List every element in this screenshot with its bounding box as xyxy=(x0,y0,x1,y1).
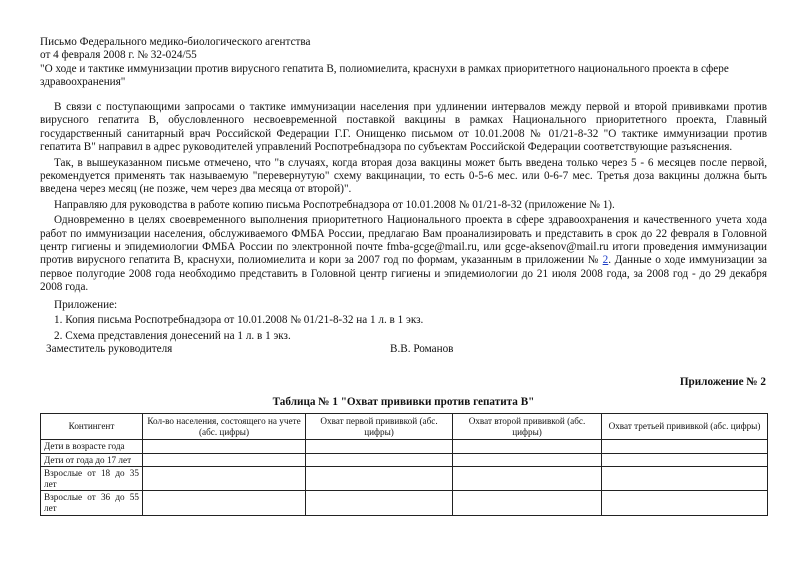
attachments-title: Приложение: xyxy=(54,298,118,311)
paragraph-4-text-end: . Данные о ходе иммунизации за первое полугодие 2008 года необходимо представить в Головной центр гигиены и эпидемиологии до 21 июля 2008 года, за 2008 год - до 29 декабря 2008 года. xyxy=(40,254,767,294)
header-date-number: от 4 февраля 2008 г. № 32-024/55 xyxy=(40,49,197,62)
signature-role: Заместитель руководителя xyxy=(46,343,173,355)
paragraph-2: Так, в вышеуказанном письме отмечено, что "в случаях, когда вторая доза вакцины может быть введена только через 5 - 6 месяцев после первой, рекомендуется применять так называемую "перевернутую" схему вакцинации, то есть 0-5-6 мес. или 0-6-7 мес. Третья доза вакцины должна быть введена через месяц (не позже, чем через два месяца от второй)". xyxy=(40,156,767,196)
table-header-row xyxy=(41,414,768,440)
table-cell xyxy=(453,440,602,454)
column-header-population: Кол-во населения, состоящего на учете (абс. цифры) xyxy=(143,414,306,440)
paragraph-1: В связи с поступающими запросами о тактике иммунизации населения при удлинении интервалов между первой и второй прививками против вирусного гепатита В, обусловленного несвоевременной поставкой вакцины в рамках Национального приоритетного проекта, Главный государственный санитарный врач Российской Федерации Г.Г. Онищенко письмом от 10.01.2008 № 01/21-8-32 "О тактике иммунизации против гепатита В" направил в адрес руководителей управлений Роспотребнадзора по субъектам Российской Федерации соответствующие разъяснения. xyxy=(40,101,767,154)
signature-block xyxy=(46,343,766,357)
table-cell xyxy=(143,491,306,515)
table-cell xyxy=(306,440,453,454)
column-header-second-dose: Охват второй прививкой (абс. цифры) xyxy=(453,414,602,440)
letter-body xyxy=(40,101,767,343)
table-cell xyxy=(143,453,306,467)
table-cell xyxy=(602,453,768,467)
table-cell xyxy=(143,440,306,454)
table-row xyxy=(41,491,768,515)
table-cell xyxy=(453,467,602,491)
table-row xyxy=(41,453,768,467)
table-cell xyxy=(306,467,453,491)
paragraph-4 xyxy=(40,214,767,294)
appendix-label: Приложение № 2 xyxy=(679,376,766,388)
header-subject-line1: "О ходе и тактике иммунизации против вирусного гепатита В, полиомиелита, краснухи в рамках приоритетного национального проекта в сфере xyxy=(40,62,729,75)
signature-name: В.В. Романов xyxy=(390,343,454,355)
row-label: Взрослые от 36 до 55 лет xyxy=(41,491,143,515)
table-cell xyxy=(602,467,768,491)
coverage-table xyxy=(40,413,768,516)
attachment-item-2: 2. Схема представления донесений на 1 л. в 1 экз. xyxy=(54,329,291,342)
row-label: Взрослые от 18 до 35 лет xyxy=(41,467,143,491)
table-cell xyxy=(453,491,602,515)
header-subject-line2: здравоохранения" xyxy=(40,76,126,89)
table-row xyxy=(41,467,768,491)
column-header-contingent: Контингент xyxy=(41,414,143,440)
table-cell xyxy=(602,440,768,454)
attachment-item-1: 1. Копия письма Роспотребнадзора от 10.01.2008 № 01/21-8-32 на 1 л. в 1 экз. xyxy=(54,314,424,327)
table-row xyxy=(41,440,768,454)
table-cell xyxy=(453,453,602,467)
paragraph-4-text-start: Одновременно в целях своевременного выполнения приоритетного Национального проекта в сфере здравоохранения и качественного учета хода работ по иммунизации населения, обслуживаемого ФМБА России, предлагаю Вам проанализировать и представить в срок до 22 февраля в Головной центр гигиены и эпидемиологии ФМБА России по электронной почте fmba-gcge@mail.ru, или gcge-aksenov@mail.ru итоги проведения иммунизации против вирусного гепатита В, краснухи, полиомиелита и кори за 2007 год по формам, указанным в приложении № xyxy=(40,214,767,267)
attachments-list xyxy=(40,299,767,343)
header-issuer: Письмо Федерального медико-биологического агентства xyxy=(40,36,311,48)
paragraph-3: Направляю для руководства в работе копию письма Роспотребнадзора от 10.01.2008 № 01/21-8-32 (приложение № 1). xyxy=(54,198,615,211)
table-cell xyxy=(306,453,453,467)
table-cell xyxy=(306,491,453,515)
table-cell xyxy=(143,467,306,491)
column-header-first-dose: Охват первой прививкой (абс. цифры) xyxy=(306,414,453,440)
row-label: Дети в возрасте года xyxy=(41,440,143,454)
table-title: Таблица № 1 "Охват прививки против гепатита В" xyxy=(272,396,535,408)
table-cell xyxy=(602,491,768,515)
column-header-third-dose: Охват третьей прививкой (абс. цифры) xyxy=(602,414,768,440)
appendix-2-link[interactable]: 2 xyxy=(602,254,609,267)
row-label: Дети от года до 17 лет xyxy=(41,453,143,467)
document-header xyxy=(40,36,770,90)
